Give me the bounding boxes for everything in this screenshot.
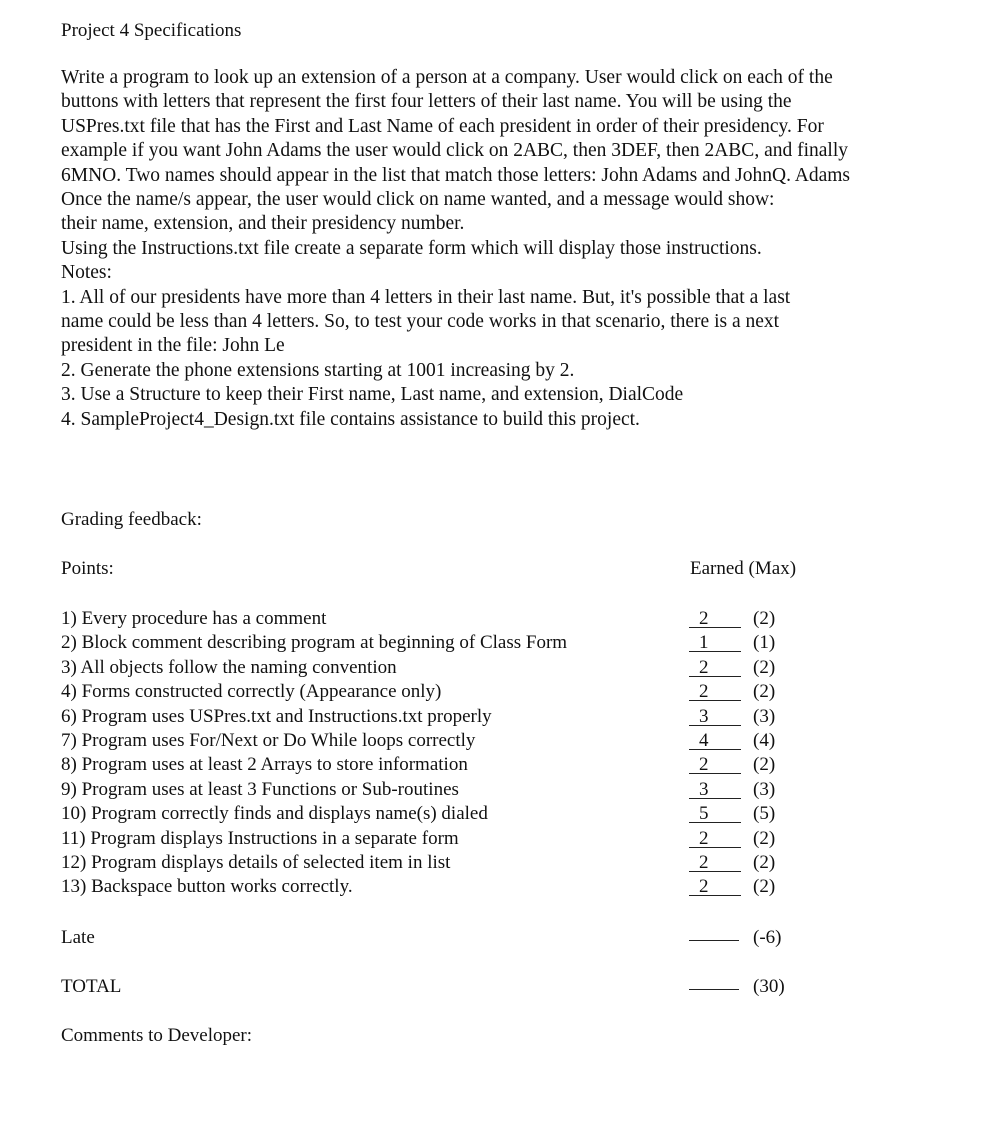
max-points: (3)	[753, 705, 776, 727]
earned-field	[689, 753, 741, 774]
max-points: (4)	[753, 729, 776, 751]
grading-items	[61, 607, 821, 900]
max-points: (5)	[753, 803, 776, 825]
earned-field	[689, 778, 741, 799]
earned-field	[689, 680, 741, 701]
earned-value: 2	[699, 754, 709, 776]
max-points: (2)	[753, 876, 776, 898]
spec-line: Write a program to look up an extension of a person at a company. User would click on each of the	[61, 67, 833, 88]
earned-value: 2	[699, 681, 709, 703]
specification-text	[61, 66, 850, 432]
max-points: (1)	[753, 632, 776, 654]
grading-row	[61, 631, 821, 655]
total-label: TOTAL	[61, 976, 122, 997]
criterion-label: 4) Forms constructed correctly (Appearance only)	[61, 681, 442, 703]
criterion-label: 3) All objects follow the naming convention	[61, 656, 397, 678]
criterion-label: 10) Program correctly finds and displays name(s) dialed	[61, 803, 488, 825]
note-line: 4. SampleProject4_Design.txt file contains assistance to build this project.	[61, 408, 640, 430]
earned-field	[689, 875, 741, 896]
grading-row	[61, 778, 821, 802]
max-points: (2)	[753, 827, 776, 849]
earned-value: 2	[699, 608, 709, 629]
spec-line: their name, extension, and their presidency number.	[61, 213, 465, 235]
grading-row	[61, 753, 821, 777]
max-points: (2)	[753, 851, 776, 873]
earned-field	[689, 729, 741, 750]
spec-line: buttons with letters that represent the first four letters of their last name. You will be using the	[61, 91, 792, 113]
late-max: (-6)	[753, 927, 782, 948]
note-line: 2. Generate the phone extensions starting at 1001 increasing by 2.	[61, 359, 575, 381]
late-label: Late	[61, 927, 95, 948]
earned-value: 2	[699, 827, 709, 849]
note-line: name could be less than 4 letters. So, to test your code works in that scenario, there is a next	[61, 311, 780, 333]
grading-row	[61, 705, 821, 729]
earned-value: 4	[699, 729, 709, 751]
criterion-label: 7) Program uses For/Next or Do While loops correctly	[61, 729, 476, 751]
earned-value: 2	[699, 876, 709, 898]
max-points: (2)	[753, 656, 776, 678]
spec-line: Once the name/s appear, the user would click on name wanted, and a message would show:	[61, 189, 775, 211]
grading-row	[61, 607, 821, 631]
earned-field	[689, 802, 741, 823]
earned-value: 2	[699, 656, 709, 678]
max-points: (2)	[753, 608, 776, 629]
criterion-label: 12) Program displays details of selected item in list	[61, 851, 451, 873]
document-title: Project 4 Specifications	[61, 20, 242, 41]
earned-value: 3	[699, 705, 709, 727]
criterion-label: 11) Program displays Instructions in a separate form	[61, 827, 459, 849]
total-blank	[689, 975, 739, 990]
earned-value: 3	[699, 778, 709, 800]
earned-field	[689, 705, 741, 726]
note-line: president in the file: John Le	[61, 335, 285, 357]
earned-field	[689, 827, 741, 848]
late-blank	[689, 926, 739, 941]
comments-label: Comments to Developer:	[61, 1025, 253, 1046]
criterion-label: 2) Block comment describing program at beginning of Class Form	[61, 632, 568, 654]
earned-field	[689, 656, 741, 677]
grading-row	[61, 680, 821, 704]
points-label: Points:	[61, 558, 114, 579]
earned-field	[689, 631, 741, 652]
criterion-label: 6) Program uses USPres.txt and Instructions.txt properly	[61, 705, 492, 727]
notes-heading: Notes:	[61, 262, 112, 284]
earned-value: 1	[699, 632, 709, 654]
note-line: 3. Use a Structure to keep their First name, Last name, and extension, DialCode	[61, 384, 684, 406]
criterion-label: 13) Backspace button works correctly.	[61, 876, 353, 898]
spec-line: USPres.txt file that has the First and Last Name of each president in order of their presidency. For	[61, 115, 824, 137]
earned-field	[689, 607, 741, 628]
spec-line: 6MNO. Two names should appear in the list that match those letters: John Adams and JohnQ. Adams	[61, 164, 851, 186]
spec-line: Using the Instructions.txt file create a separate form which will display those instructions.	[61, 237, 762, 259]
criterion-label: 9) Program uses at least 3 Functions or Sub-routines	[61, 778, 459, 800]
earned-value: 5	[699, 803, 709, 825]
earned-value: 2	[699, 851, 709, 873]
total-max: (30)	[753, 976, 785, 997]
spec-line: example if you want John Adams the user would click on 2ABC, then 3DEF, then 2ABC, and finally	[61, 140, 848, 162]
grading-row	[61, 802, 821, 826]
criterion-label: 1) Every procedure has a comment	[61, 608, 327, 629]
max-points: (3)	[753, 778, 776, 800]
note-line: 1. All of our presidents have more than 4 letters in their last name. But, it's possible that a last	[61, 286, 791, 308]
max-points: (2)	[753, 681, 776, 703]
criterion-label: 8) Program uses at least 2 Arrays to store information	[61, 754, 468, 776]
grading-row	[61, 729, 821, 753]
grading-row	[61, 875, 821, 899]
grading-row	[61, 827, 821, 851]
earned-max-header: Earned (Max)	[690, 558, 797, 579]
earned-field	[689, 851, 741, 872]
max-points: (2)	[753, 754, 776, 776]
grading-row	[61, 656, 821, 680]
grading-row	[61, 851, 821, 875]
grading-heading: Grading feedback:	[61, 509, 202, 530]
